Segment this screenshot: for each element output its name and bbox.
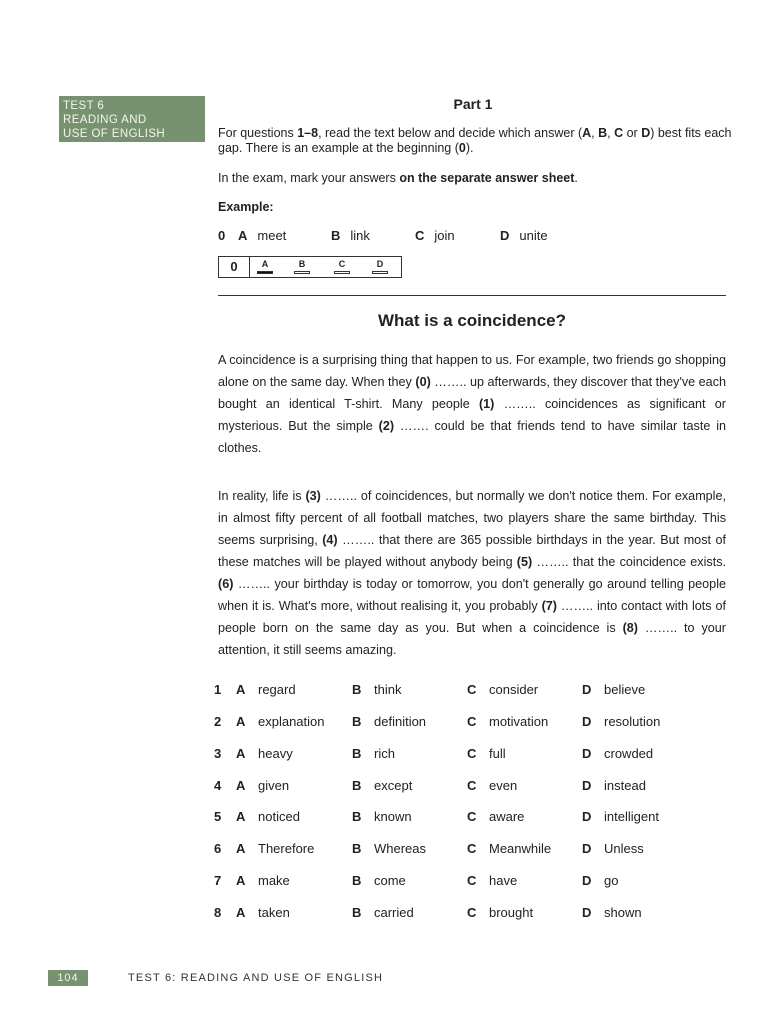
answer-mark-d[interactable]: D: [370, 259, 390, 274]
answer-option-d[interactable]: D instead: [582, 778, 646, 793]
question-number: 5: [214, 809, 222, 824]
example-option-a: A meet: [238, 228, 287, 243]
example-number: 0: [218, 228, 226, 243]
running-footer: TEST 6: READING AND USE OF ENGLISH: [128, 972, 384, 984]
question-number: 4: [214, 778, 222, 793]
page-number: 104: [48, 970, 88, 986]
answer-option-a[interactable]: A make: [236, 873, 290, 888]
answer-option-d[interactable]: D believe: [582, 682, 646, 697]
answer-option-c[interactable]: C motivation: [467, 714, 549, 729]
question-number: 8: [214, 905, 222, 920]
part-title: Part 1: [453, 96, 493, 112]
example-option-d: D unite: [500, 228, 548, 243]
answer-option-c[interactable]: C brought: [467, 905, 534, 920]
answer-option-d[interactable]: D intelligent: [582, 809, 659, 824]
example-answer-box: [218, 256, 402, 278]
answer-option-d[interactable]: D crowded: [582, 746, 654, 761]
answer-option-b[interactable]: B known: [352, 809, 412, 824]
answer-option-a[interactable]: A heavy: [236, 746, 293, 761]
answer-option-b[interactable]: B Whereas: [352, 841, 427, 856]
answer-option-c[interactable]: C Meanwhile: [467, 841, 552, 856]
divider: [218, 295, 726, 296]
tab-line: READING AND: [63, 114, 147, 126]
answer-option-d[interactable]: D resolution: [582, 714, 661, 729]
answer-option-b[interactable]: B come: [352, 873, 406, 888]
answer-option-c[interactable]: C consider: [467, 682, 539, 697]
answer-mark-c[interactable]: C: [332, 259, 352, 274]
example-option-c: C join: [415, 228, 455, 243]
tab-line: TEST 6: [63, 100, 105, 112]
answer-option-a[interactable]: A taken: [236, 905, 290, 920]
answer-option-b[interactable]: B except: [352, 778, 413, 793]
instructions-paragraph: For questions 1–8, read the text below and decide which answer (A, B, C or D) best fits each gap. There is an example at the beginning (0).: [218, 126, 732, 155]
answer-option-d[interactable]: D go: [582, 873, 619, 888]
question-number: 1: [214, 682, 222, 697]
answer-option-c[interactable]: C even: [467, 778, 518, 793]
answer-option-b[interactable]: B rich: [352, 746, 395, 761]
answer-mark-b[interactable]: B: [292, 259, 312, 274]
question-number: 7: [214, 873, 222, 888]
question-number: 3: [214, 746, 222, 761]
answer-option-d[interactable]: D shown: [582, 905, 642, 920]
example-label: Example:: [218, 200, 274, 214]
answer-option-a[interactable]: A Therefore: [236, 841, 315, 856]
answer-mark-a[interactable]: A: [255, 259, 275, 274]
answer-option-a[interactable]: A noticed: [236, 809, 300, 824]
answer-option-a[interactable]: A given: [236, 778, 290, 793]
answer-option-c[interactable]: C full: [467, 746, 506, 761]
text-paragraph-2: In reality, life is (3) …….. of coincidences, but normally we don't notice them. For example, in almost fifty percent of all football matches, two players share the same birthday. This seems surprising, (4) …….. that there are 365 possible birthdays in the year. But most of these matches will be played without anybody being (5) …….. that the coincidence exists. (6) …….. your birthday is today or tomorrow, you don't generally go around telling people when it is. What's more, without realising it, you probably (7) …….. into contact with lots of people born on the same day as you. But when a coincidence is (8) …….. to your attention, it still seems amazing.: [218, 489, 726, 657]
answer-option-b[interactable]: B carried: [352, 905, 414, 920]
exam-instructions: In the exam, mark your answers on the separate answer sheet.: [218, 171, 578, 185]
text-paragraph-1: A coincidence is a surprising thing that happen to us. For example, two friends go shopping alone on the same day. When they (0) …….. up afterwards, they discover that they've each bought an identical T-shirt. Many people (1) …….. coincidences as significant or mysterious. But the simple (2) ……. could be that friends tend to have similar taste in clothes.: [218, 353, 726, 455]
answer-option-a[interactable]: A explanation: [236, 714, 325, 729]
answer-option-b[interactable]: B think: [352, 682, 402, 697]
answer-option-c[interactable]: C aware: [467, 809, 525, 824]
example-option-b: B link: [331, 228, 370, 243]
tab-line: USE OF ENGLISH: [63, 128, 166, 140]
question-number: 6: [214, 841, 222, 856]
answer-option-b[interactable]: B definition: [352, 714, 427, 729]
answer-option-c[interactable]: C have: [467, 873, 518, 888]
answer-option-d[interactable]: D Unless: [582, 841, 644, 856]
answer-box-number: 0: [219, 257, 250, 277]
question-number: 2: [214, 714, 222, 729]
text-title: What is a coincidence?: [378, 311, 566, 330]
answer-option-a[interactable]: A regard: [236, 682, 296, 697]
